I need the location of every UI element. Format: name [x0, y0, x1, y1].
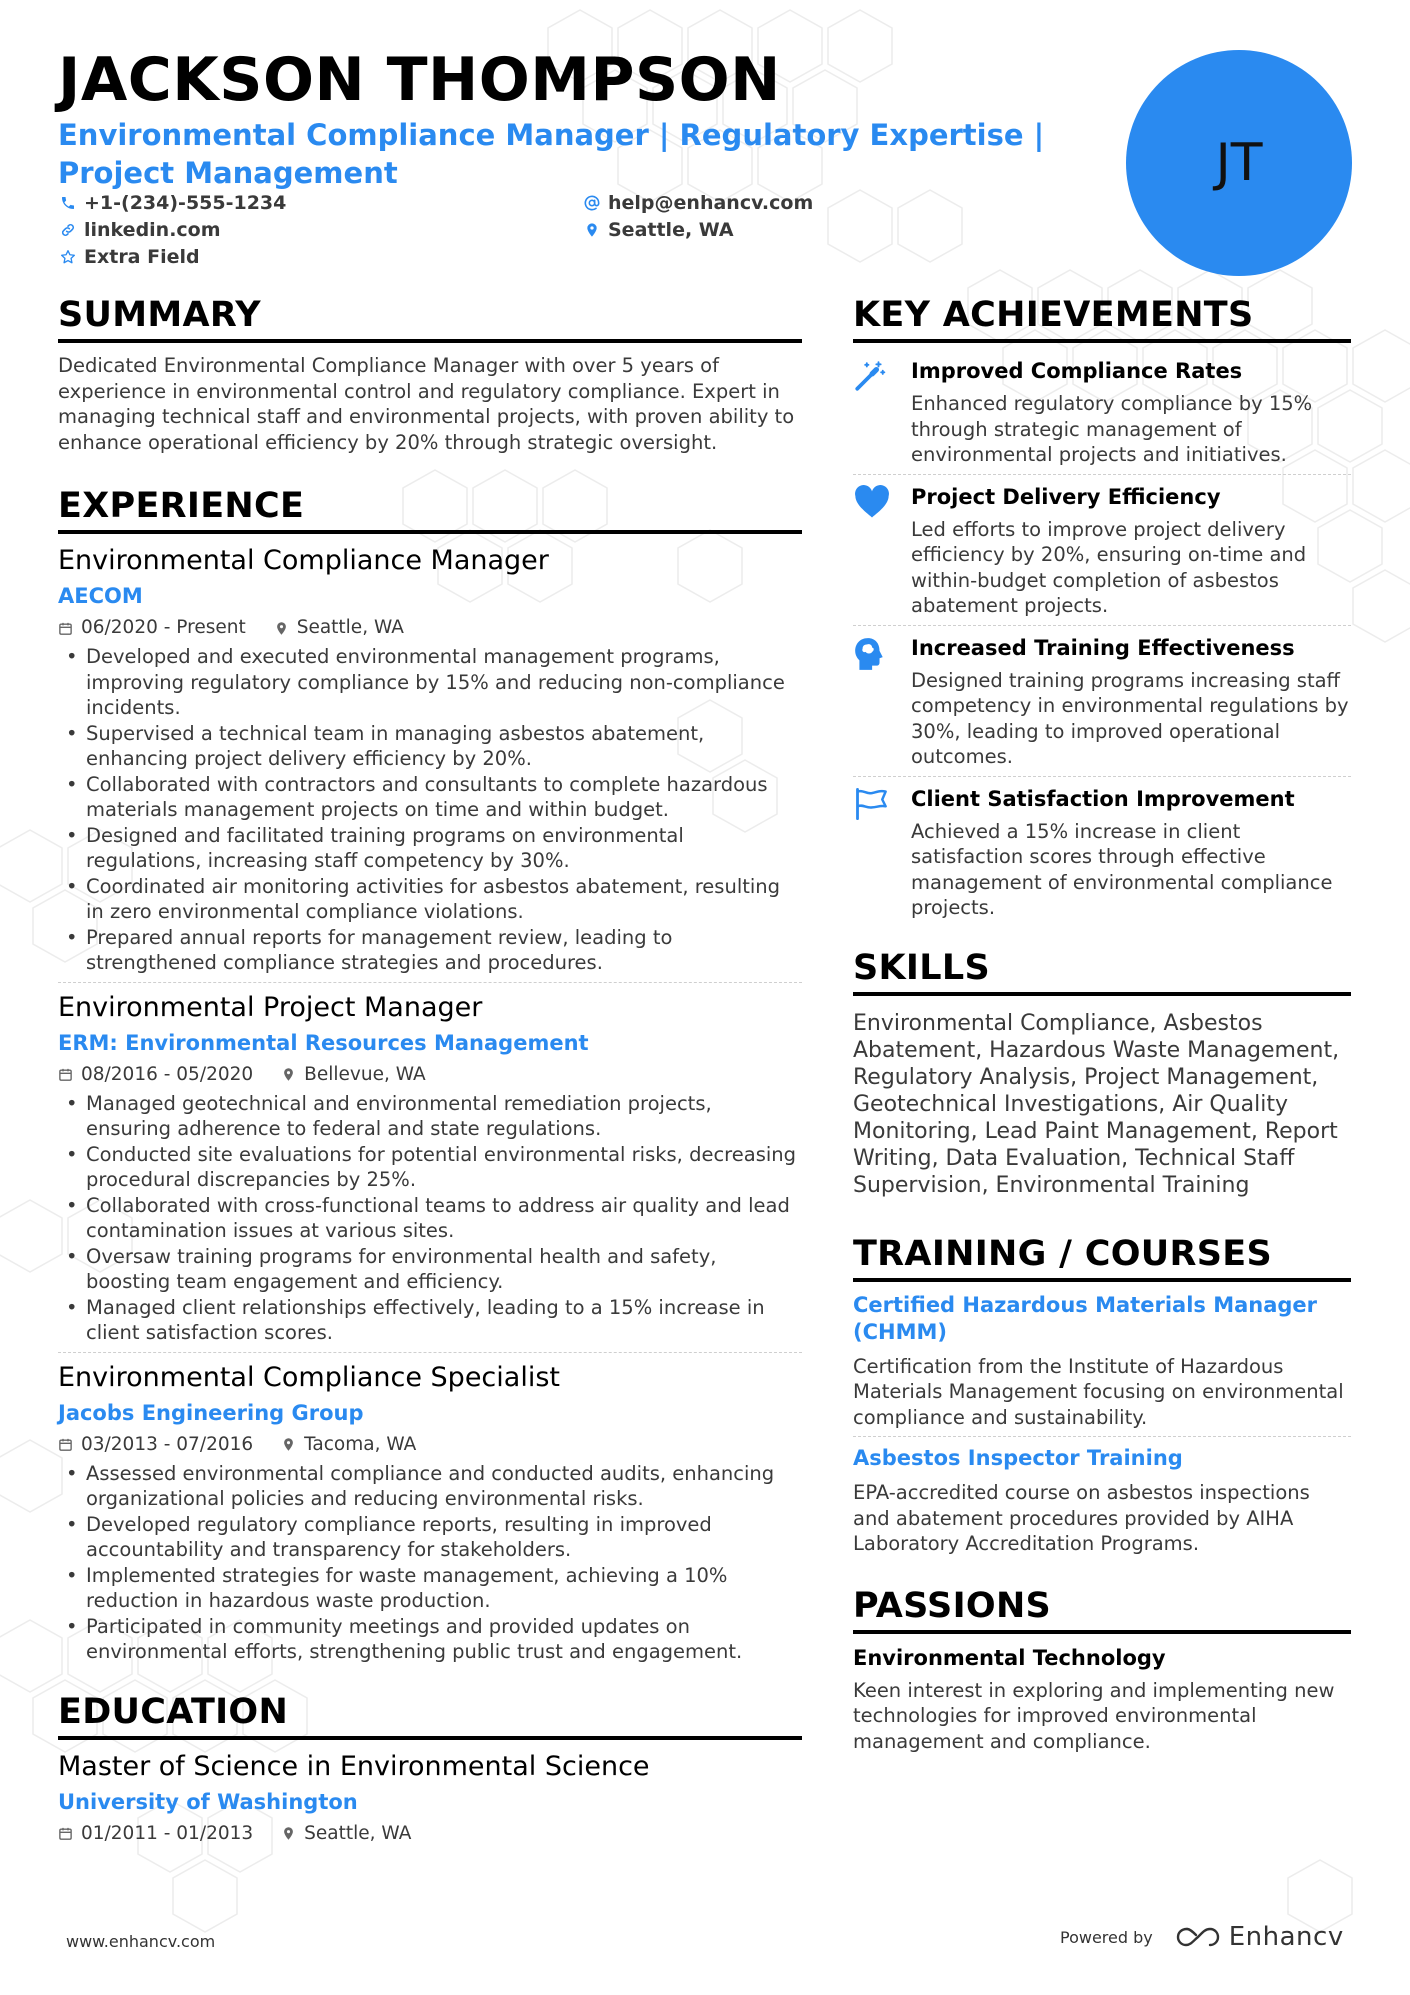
calendar-icon [58, 1826, 73, 1841]
location-pin-icon [582, 220, 602, 240]
list-item: • Assessed environmental compliance and conducted audits, enhancing organizational policies and reducing environmental risks. [58, 1461, 802, 1512]
training-heading: TRAINING / COURSES [853, 1237, 1351, 1282]
link-icon [58, 220, 78, 240]
job-location: Seattle, WA [296, 617, 404, 638]
achievement-item [853, 357, 1351, 468]
achievement-title: Improved Compliance Rates [911, 359, 1243, 383]
job-entry [58, 1361, 802, 1665]
skills-text: Environmental Compliance, Asbestos Abatement, Hazardous Waste Management, Regulatory Analysis, Project Management, Geotechnical Investigations, Air Quality Monitoring, Lead Paint Management, Report Writing, Data Evaluation, Technical Staff Supervision, Environmental Training [853, 1010, 1340, 1198]
job-dates: 08/2016 - 05/2020 [81, 1063, 254, 1085]
left-column [58, 295, 802, 1846]
phone-icon [58, 193, 78, 213]
company-name: AECOM [58, 584, 143, 608]
divider [853, 1436, 1351, 1437]
divider [58, 1352, 802, 1353]
passion-title: Environmental Technology [853, 1645, 1166, 1670]
contact-linkedin[interactable] [58, 219, 221, 241]
list-item: • Coordinated air monitoring activities for asbestos abatement, resulting in zero environmental compliance violations. [58, 874, 802, 925]
passion-desc: Keen interest in exploring and implementing new technologies for improved environmental management and compliance. [853, 1678, 1335, 1753]
heart-icon [853, 485, 891, 519]
list-item: • Collaborated with contractors and consultants to complete hazardous materials management projects on time and within budget. [58, 772, 802, 823]
achievement-title: Increased Training Effectiveness [911, 635, 1295, 660]
job-bullets [58, 1461, 802, 1665]
linkedin-text: linkedin.com [84, 219, 221, 241]
achievements-heading: KEY ACHIEVEMENTS [853, 298, 1351, 343]
brand-name: Enhancv [1228, 1922, 1344, 1952]
footer-website[interactable]: www.enhancv.com [66, 1932, 216, 1951]
magic-wand-icon [853, 359, 887, 393]
degree-title: Master of Science in Environmental Science [58, 1750, 650, 1782]
job-entry [58, 544, 802, 976]
divider [853, 776, 1351, 777]
head-brain-icon [853, 636, 887, 672]
achievement-title: Client Satisfaction Improvement [911, 786, 1295, 811]
achievement-title: Project Delivery Efficiency [911, 484, 1221, 509]
passions-heading: PASSIONS [853, 1589, 1351, 1634]
job-bullets [58, 1091, 802, 1346]
avatar [1126, 50, 1352, 276]
list-item: • Collaborated with cross-functional teams to address air quality and lead contamination issues at various sites. [58, 1193, 802, 1244]
school-name: University of Washington [58, 1789, 358, 1814]
list-item: • Participated in community meetings and provided updates on environmental efforts, strengthening public trust and engagement. [58, 1614, 802, 1665]
course-item [853, 1292, 1351, 1431]
company-name: ERM: Environmental Resources Management [58, 1030, 589, 1055]
location-pin-icon [274, 621, 289, 636]
education-meta [58, 1822, 802, 1846]
job-entry [58, 991, 802, 1346]
education-heading: EDUCATION [58, 1695, 802, 1740]
course-desc: EPA-accredited course on asbestos inspections and abatement procedures provided by AIHA Laboratory Accreditation Programs. [853, 1481, 1310, 1555]
right-column [853, 295, 1351, 1754]
achievement-desc: Achieved a 15% increase in client satisfaction scores through effective management of environmental compliance projects. [911, 819, 1333, 919]
experience-heading: EXPERIENCE [58, 489, 802, 534]
list-item: • Managed client relationships effectively, leading to a 15% increase in client satisfaction scores. [58, 1295, 802, 1346]
job-location: Tacoma, WA [304, 1433, 417, 1455]
at-icon [582, 193, 602, 213]
job-meta [58, 1433, 802, 1457]
location-pin-icon [281, 1067, 296, 1082]
list-item: • Developed regulatory compliance reports, resulting in improved accountability and transparency for stakeholders. [58, 1512, 802, 1563]
location-text: Seattle, WA [608, 219, 734, 241]
calendar-icon [58, 1067, 73, 1082]
phone-text: +1-(234)-555-1234 [84, 192, 287, 214]
summary-heading: SUMMARY [58, 298, 802, 343]
contact-location [582, 219, 734, 241]
job-title: Environmental Compliance Specialist [58, 1361, 560, 1393]
achievement-item [853, 785, 1351, 921]
candidate-headline: Environmental Compliance Manager | Regulatory Expertise | Project Management [58, 118, 1045, 190]
divider [58, 982, 802, 983]
contact-extra [58, 246, 200, 268]
education-entry [58, 1750, 802, 1846]
star-icon [58, 247, 78, 267]
achievement-desc: Designed training programs increasing staff competency in environmental regulations by 30%, leading to improved operational outcomes. [911, 668, 1349, 768]
contact-phone[interactable] [58, 192, 286, 214]
achievement-item [853, 483, 1351, 619]
job-dates: 03/2013 - 07/2016 [81, 1433, 254, 1455]
list-item: • Developed and executed environmental management programs, improving regulatory compliance by 15% and reducing non-compliance incidents. [58, 644, 802, 721]
company-name: Jacobs Engineering Group [58, 1400, 364, 1425]
job-meta [58, 1063, 802, 1087]
divider [853, 625, 1351, 626]
email-text: help@enhancv.com [608, 192, 814, 214]
calendar-icon [58, 1437, 73, 1452]
extra-field-text: Extra Field [84, 246, 200, 268]
course-title: Certified Hazardous Materials Manager (CHMM) [853, 1292, 1318, 1344]
list-item: • Managed geotechnical and environmental remediation projects, ensuring adherence to federal and state regulations. [58, 1091, 802, 1142]
list-item: • Supervised a technical team in managing asbestos abatement, enhancing project delivery efficiency by 20%. [58, 721, 802, 772]
job-title: Environmental Compliance Manager [58, 545, 549, 576]
job-meta [58, 616, 802, 640]
skills-heading: SKILLS [853, 951, 1351, 996]
education-location: Seattle, WA [304, 1822, 412, 1844]
powered-by-label: Powered by [1060, 1927, 1153, 1947]
calendar-icon [58, 621, 73, 636]
job-location: Bellevue, WA [304, 1063, 426, 1085]
course-title: Asbestos Inspector Training [853, 1446, 1183, 1470]
contact-email[interactable] [582, 192, 813, 214]
list-item: • Oversaw training programs for environmental health and safety, boosting team engagement and efficiency. [58, 1244, 802, 1295]
enhancv-logo-icon [1175, 1925, 1221, 1949]
job-bullets [58, 644, 802, 976]
list-item: • Conducted site evaluations for potential environmental risks, decreasing procedural discrepancies by 25%. [58, 1142, 802, 1193]
job-dates: 06/2020 - Present [81, 617, 246, 638]
avatar-initials: JT [1215, 133, 1263, 193]
footer-branding[interactable] [1060, 1922, 1344, 1952]
course-item [853, 1445, 1351, 1557]
candidate-name: JACKSON THOMPSON [58, 45, 781, 115]
job-title: Environmental Project Manager [58, 991, 483, 1023]
list-item: • Designed and facilitated training programs on environmental regulations, increasing staff competency by 30%. [58, 823, 802, 874]
achievement-item [853, 634, 1351, 770]
location-pin-icon [281, 1826, 296, 1841]
summary-text: Dedicated Environmental Compliance Manager with over 5 years of experience in environmental control and regulatory compliance. Expert in managing technical staff and environmental projects, with proven ability to enhance operational efficiency by 20% through strategic oversight. [58, 354, 795, 454]
achievement-desc: Led efforts to improve project delivery efficiency by 20%, ensuring on-time and within-budget completion of asbestos abatement projects. [911, 517, 1307, 617]
list-item: • Implemented strategies for waste management, achieving a 10% reduction in hazardous waste production. [58, 1563, 802, 1614]
list-item: • Prepared annual reports for management review, leading to strengthened compliance strategies and procedures. [58, 925, 802, 976]
education-dates: 01/2011 - 01/2013 [81, 1822, 254, 1844]
achievement-desc: Enhanced regulatory compliance by 15% through strategic management of environmental projects and initiatives. [911, 392, 1313, 466]
course-desc: Certification from the Institute of Hazardous Materials Management focusing on environmental compliance and sustainability. [853, 1354, 1344, 1429]
location-pin-icon [281, 1437, 296, 1452]
divider [853, 474, 1351, 475]
flag-icon [853, 787, 889, 821]
